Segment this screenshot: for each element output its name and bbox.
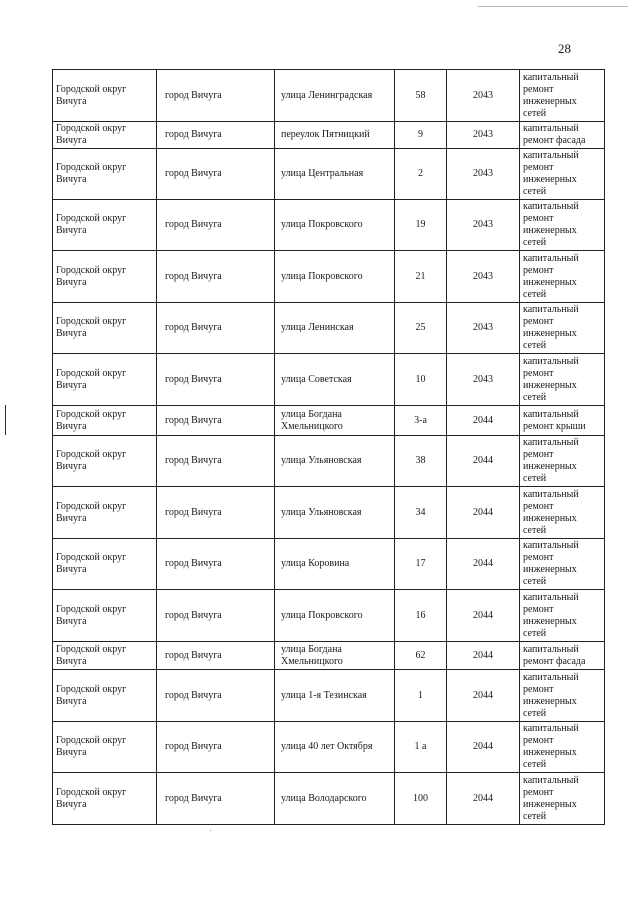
cell-street: улица Покровского <box>275 251 395 303</box>
cell-work: капитальный ремонт инженерных сетей <box>520 436 605 487</box>
cell-house: 3-а <box>395 406 447 436</box>
table-row <box>53 122 605 149</box>
cell-locality: город Вичуга <box>157 70 275 122</box>
cell-locality: город Вичуга <box>157 487 275 539</box>
cell-locality: город Вичуга <box>157 122 275 149</box>
table-row <box>53 251 605 303</box>
cell-district: Городской округ Вичуга <box>53 200 157 251</box>
cell-work: капитальный ремонт инженерных сетей <box>520 590 605 642</box>
cell-work: капитальный ремонт фасада <box>520 122 605 149</box>
cell-house: 38 <box>395 436 447 487</box>
cell-year: 2044 <box>447 773 520 825</box>
cell-district: Городской округ Вичуга <box>53 406 157 436</box>
cell-year: 2043 <box>447 149 520 200</box>
cell-locality: город Вичуга <box>157 539 275 590</box>
cell-street: улица Покровского <box>275 590 395 642</box>
cell-district: Городской округ Вичуга <box>53 487 157 539</box>
cell-work: капитальный ремонт инженерных сетей <box>520 200 605 251</box>
cell-street: улица Богдана Хмельницкого <box>275 406 395 436</box>
cell-year: 2043 <box>447 303 520 354</box>
cell-year: 2043 <box>447 122 520 149</box>
cell-work: капитальный ремонт инженерных сетей <box>520 354 605 406</box>
cell-year: 2044 <box>447 436 520 487</box>
cell-district: Городской округ Вичуга <box>53 70 157 122</box>
cell-street: улица Ульяновская <box>275 436 395 487</box>
cell-district: Городской округ Вичуга <box>53 354 157 406</box>
cell-district: Городской округ Вичуга <box>53 149 157 200</box>
cell-work: капитальный ремонт инженерных сетей <box>520 539 605 590</box>
cell-year: 2044 <box>447 539 520 590</box>
table-row <box>53 149 605 200</box>
cell-street: улица Богдана Хмельницкого <box>275 642 395 670</box>
cell-locality: город Вичуга <box>157 670 275 722</box>
cell-district: Городской округ Вичуга <box>53 303 157 354</box>
cell-district: Городской округ Вичуга <box>53 251 157 303</box>
cell-house: 58 <box>395 70 447 122</box>
table-body <box>53 70 605 825</box>
table-row <box>53 773 605 825</box>
cell-year: 2044 <box>447 722 520 773</box>
cell-work: капитальный ремонт инженерных сетей <box>520 487 605 539</box>
cell-work: капитальный ремонт инженерных сетей <box>520 70 605 122</box>
cell-locality: город Вичуга <box>157 773 275 825</box>
cell-street: улица Центральная <box>275 149 395 200</box>
cell-street: переулок Пятницкий <box>275 122 395 149</box>
cell-year: 2044 <box>447 642 520 670</box>
cell-work: капитальный ремонт инженерных сетей <box>520 303 605 354</box>
table-row <box>53 406 605 436</box>
cell-house: 25 <box>395 303 447 354</box>
cell-work: капитальный ремонт инженерных сетей <box>520 670 605 722</box>
cell-house: 34 <box>395 487 447 539</box>
cell-locality: город Вичуга <box>157 200 275 251</box>
scan-edge-line <box>478 6 628 7</box>
cell-house: 19 <box>395 200 447 251</box>
table-row <box>53 642 605 670</box>
cell-house: 9 <box>395 122 447 149</box>
cell-locality: город Вичуга <box>157 642 275 670</box>
cell-year: 2043 <box>447 251 520 303</box>
cell-street: улица Володарского <box>275 773 395 825</box>
cell-street: улица Ульяновская <box>275 487 395 539</box>
cell-house: 21 <box>395 251 447 303</box>
cell-work: капитальный ремонт фасада <box>520 642 605 670</box>
cell-district: Городской округ Вичуга <box>53 539 157 590</box>
cell-locality: город Вичуга <box>157 354 275 406</box>
cell-house: 2 <box>395 149 447 200</box>
repair-schedule-table <box>52 69 605 825</box>
scan-margin-mark <box>5 405 6 435</box>
cell-house: 1 <box>395 670 447 722</box>
cell-locality: город Вичуга <box>157 436 275 487</box>
page-number: 28 <box>558 41 571 56</box>
cell-district: Городской округ Вичуга <box>53 670 157 722</box>
cell-house: 10 <box>395 354 447 406</box>
cell-street: улица Ленинская <box>275 303 395 354</box>
cell-house: 16 <box>395 590 447 642</box>
cell-year: 2043 <box>447 354 520 406</box>
cell-work: капитальный ремонт инженерных сетей <box>520 722 605 773</box>
cell-house: 1 а <box>395 722 447 773</box>
cell-street: улица 40 лет Октября <box>275 722 395 773</box>
cell-locality: город Вичуга <box>157 406 275 436</box>
cell-year: 2044 <box>447 670 520 722</box>
cell-locality: город Вичуга <box>157 251 275 303</box>
table-row <box>53 590 605 642</box>
cell-district: Городской округ Вичуга <box>53 722 157 773</box>
cell-year: 2044 <box>447 487 520 539</box>
table-row <box>53 70 605 122</box>
table-row <box>53 303 605 354</box>
table-row <box>53 354 605 406</box>
table-row <box>53 722 605 773</box>
cell-locality: город Вичуга <box>157 149 275 200</box>
cell-work: капитальный ремонт инженерных сетей <box>520 149 605 200</box>
cell-locality: город Вичуга <box>157 590 275 642</box>
table-row <box>53 436 605 487</box>
cell-work: капитальный ремонт крыши <box>520 406 605 436</box>
cell-street: улица 1-я Тезинская <box>275 670 395 722</box>
cell-street: улица Коровина <box>275 539 395 590</box>
cell-district: Городской округ Вичуга <box>53 590 157 642</box>
cell-street: улица Советская <box>275 354 395 406</box>
cell-year: 2044 <box>447 590 520 642</box>
cell-house: 62 <box>395 642 447 670</box>
cell-year: 2043 <box>447 200 520 251</box>
scan-speck <box>210 830 211 831</box>
cell-district: Городской округ Вичуга <box>53 773 157 825</box>
cell-street: улица Ленинградская <box>275 70 395 122</box>
table-row <box>53 670 605 722</box>
cell-street: улица Покровского <box>275 200 395 251</box>
cell-district: Городской округ Вичуга <box>53 436 157 487</box>
cell-district: Городской округ Вичуга <box>53 122 157 149</box>
cell-locality: город Вичуга <box>157 722 275 773</box>
cell-year: 2044 <box>447 406 520 436</box>
cell-house: 17 <box>395 539 447 590</box>
table-row <box>53 539 605 590</box>
cell-year: 2043 <box>447 70 520 122</box>
cell-house: 100 <box>395 773 447 825</box>
cell-work: капитальный ремонт инженерных сетей <box>520 773 605 825</box>
cell-locality: город Вичуга <box>157 303 275 354</box>
table-row <box>53 487 605 539</box>
table-row <box>53 200 605 251</box>
cell-district: Городской округ Вичуга <box>53 642 157 670</box>
cell-work: капитальный ремонт инженерных сетей <box>520 251 605 303</box>
